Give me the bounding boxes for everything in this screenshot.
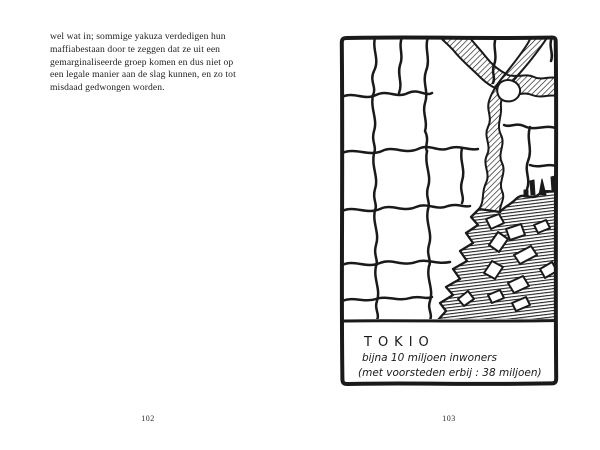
- text-line: een legale manier aan de slag kunnen, en zo tot: [50, 69, 236, 81]
- caption-title: TOKIO: [364, 335, 435, 350]
- text-line: misdaad gedwongen worden.: [50, 82, 165, 94]
- text-line: wel wat in; sommige yakuza verdedigen hun: [50, 31, 226, 42]
- caption-line-2: (met voorsteden erbij : 38 miljoen): [358, 367, 542, 379]
- tokyo-map-illustration: [338, 33, 560, 387]
- page-number-right: 103: [442, 414, 456, 423]
- caption-separator-line: [342, 321, 556, 322]
- river-junction-island: [497, 80, 520, 101]
- page-number-left: 102: [141, 414, 155, 423]
- caption-line-1: bijna 10 miljoen inwoners: [362, 352, 497, 364]
- text-line: maffiabestaan door te zeggen dat ze uit een: [50, 43, 221, 55]
- left-page-text-block: [50, 31, 262, 95]
- text-line: gemarginaliseerde groep komen en dus niet op: [50, 56, 234, 68]
